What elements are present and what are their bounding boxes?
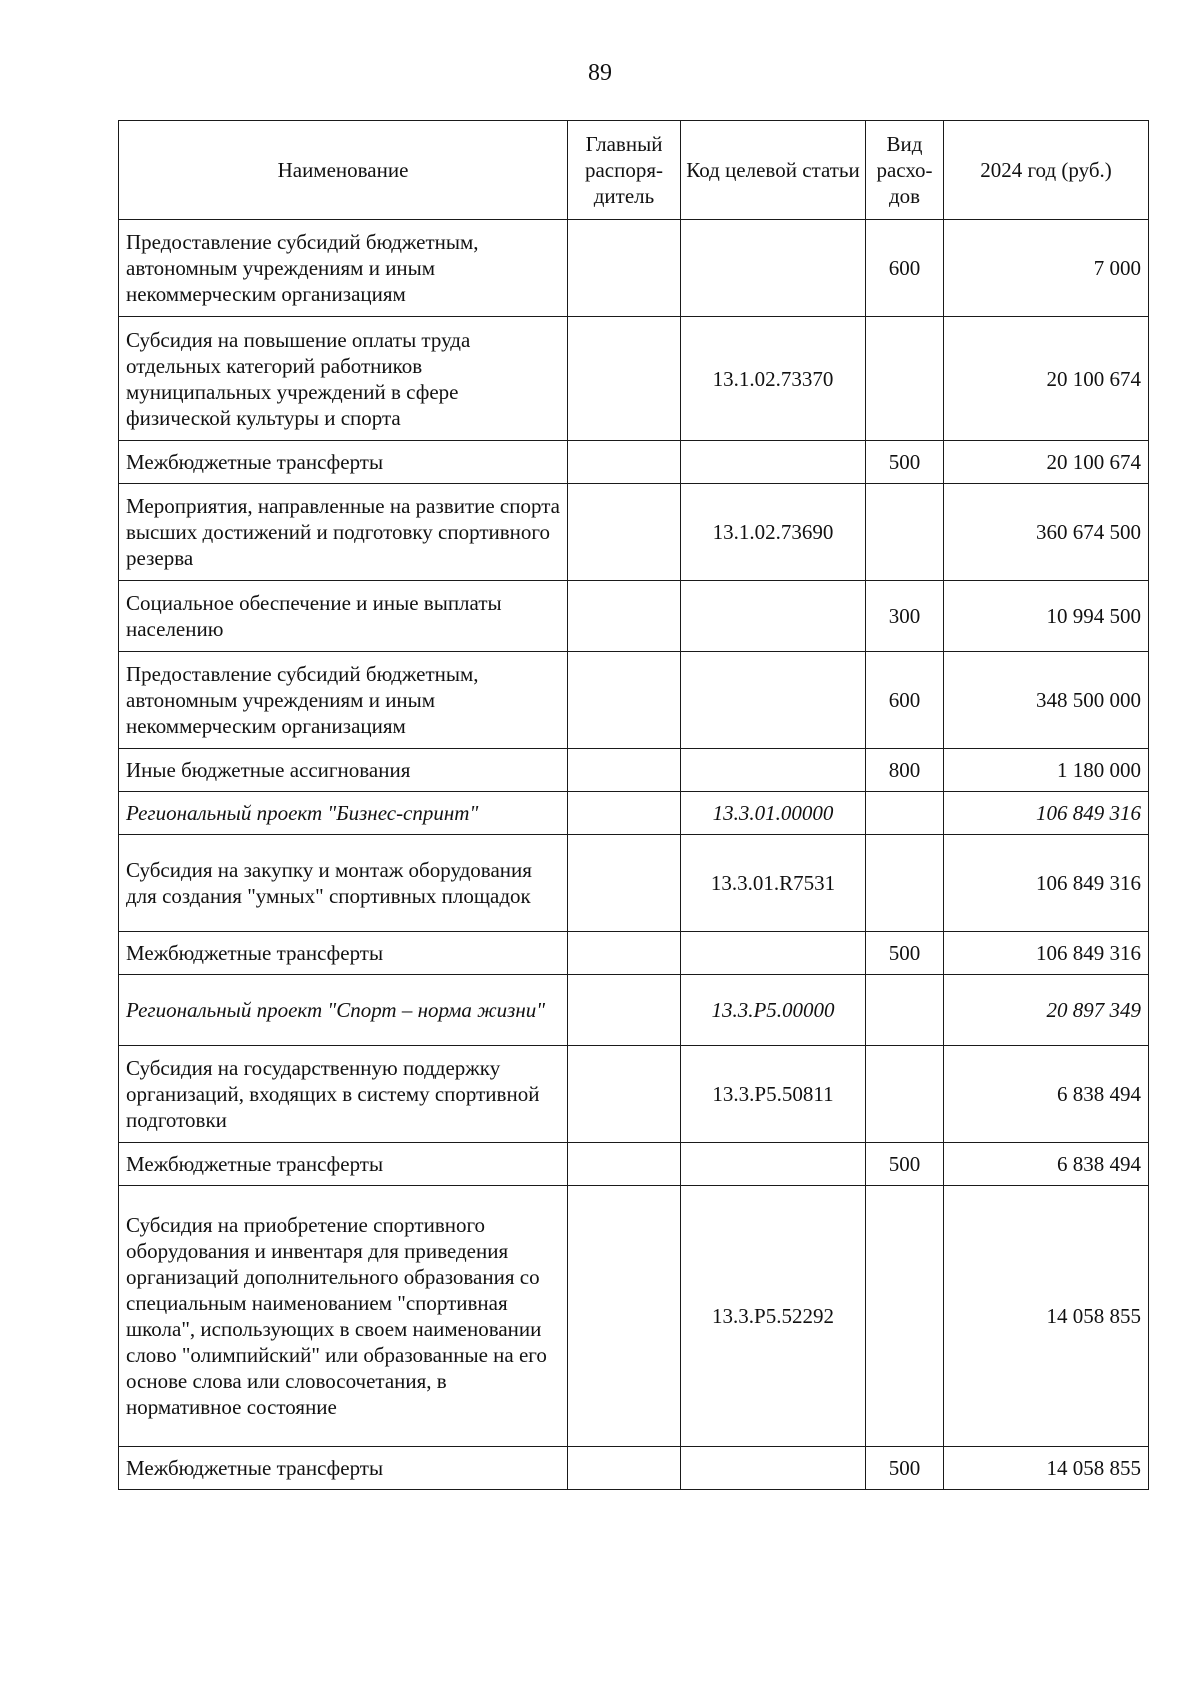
cell-admin bbox=[568, 1143, 681, 1186]
cell-amount: 10 994 500 bbox=[944, 581, 1149, 652]
cell-code bbox=[681, 220, 866, 317]
cell-code bbox=[681, 581, 866, 652]
cell-type: 800 bbox=[866, 749, 944, 792]
cell-code: 13.3.P5.52292 bbox=[681, 1186, 866, 1447]
cell-name: Иные бюджетные ассигнования bbox=[119, 749, 568, 792]
cell-amount: 14 058 855 bbox=[944, 1186, 1149, 1447]
cell-admin bbox=[568, 749, 681, 792]
cell-admin bbox=[568, 792, 681, 835]
cell-amount: 20 897 349 bbox=[944, 975, 1149, 1046]
cell-amount: 6 838 494 bbox=[944, 1143, 1149, 1186]
table-row bbox=[119, 652, 1149, 749]
cell-name: Региональный проект "Спорт – норма жизни" bbox=[119, 975, 568, 1046]
table-row bbox=[119, 932, 1149, 975]
table-row bbox=[119, 581, 1149, 652]
header-amount: 2024 год (руб.) bbox=[944, 121, 1149, 220]
table-row bbox=[119, 975, 1149, 1046]
cell-amount: 106 849 316 bbox=[944, 932, 1149, 975]
cell-type: 500 bbox=[866, 1447, 944, 1490]
table-row bbox=[119, 1447, 1149, 1490]
table-row bbox=[119, 1143, 1149, 1186]
header-name: Наименование bbox=[119, 121, 568, 220]
table-row bbox=[119, 220, 1149, 317]
cell-admin bbox=[568, 652, 681, 749]
table-row bbox=[119, 484, 1149, 581]
table-row bbox=[119, 317, 1149, 441]
cell-name: Субсидия на повышение оплаты труда отдельных категорий работников муниципальных учреждений в сфере физической культуры и спорта bbox=[119, 317, 568, 441]
cell-amount: 106 849 316 bbox=[944, 835, 1149, 932]
table-row bbox=[119, 1186, 1149, 1447]
cell-type: 500 bbox=[866, 441, 944, 484]
cell-code bbox=[681, 652, 866, 749]
cell-name: Предоставление субсидий бюджетным, автономным учреждениям и иным некоммерческим организациям bbox=[119, 652, 568, 749]
budget-table bbox=[118, 120, 1149, 1490]
cell-code bbox=[681, 441, 866, 484]
cell-code: 13.1.02.73370 bbox=[681, 317, 866, 441]
cell-type: 500 bbox=[866, 1143, 944, 1186]
cell-type: 600 bbox=[866, 220, 944, 317]
cell-name: Межбюджетные трансферты bbox=[119, 1143, 568, 1186]
cell-amount: 348 500 000 bbox=[944, 652, 1149, 749]
cell-admin bbox=[568, 1447, 681, 1490]
cell-name: Межбюджетные трансферты bbox=[119, 1447, 568, 1490]
cell-name: Субсидия на приобретение спортивного оборудования и инвентаря для приведения организаций дополнительного образования со специальным наименованием "спортивная школа", использующих в своем наименовании слово "олимпийский" или образованные на его основе слова или словосочетания, в нормативное состояние bbox=[119, 1186, 568, 1447]
header-code: Код целевой статьи bbox=[681, 121, 866, 220]
cell-name: Межбюджетные трансферты bbox=[119, 441, 568, 484]
cell-type bbox=[866, 1046, 944, 1143]
cell-name: Предоставление субсидий бюджетным, автономным учреждениям и иным некоммерческим организациям bbox=[119, 220, 568, 317]
cell-admin bbox=[568, 1046, 681, 1143]
table-header-row bbox=[119, 121, 1149, 220]
cell-amount: 360 674 500 bbox=[944, 484, 1149, 581]
cell-amount: 14 058 855 bbox=[944, 1447, 1149, 1490]
cell-name: Межбюджетные трансферты bbox=[119, 932, 568, 975]
cell-name: Социальное обеспечение и иные выплаты населению bbox=[119, 581, 568, 652]
cell-code: 13.3.01.00000 bbox=[681, 792, 866, 835]
cell-code bbox=[681, 932, 866, 975]
page-number: 89 bbox=[588, 60, 612, 86]
cell-code bbox=[681, 1447, 866, 1490]
cell-admin bbox=[568, 975, 681, 1046]
cell-name: Субсидия на государственную поддержку организаций, входящих в систему спортивной подготовки bbox=[119, 1046, 568, 1143]
cell-code: 13.1.02.73690 bbox=[681, 484, 866, 581]
cell-amount: 7 000 bbox=[944, 220, 1149, 317]
cell-code bbox=[681, 1143, 866, 1186]
table-row bbox=[119, 1046, 1149, 1143]
cell-type: 300 bbox=[866, 581, 944, 652]
cell-code: 13.3.01.R7531 bbox=[681, 835, 866, 932]
header-admin: Главный распоря-дитель bbox=[568, 121, 681, 220]
table-body bbox=[119, 220, 1149, 1490]
cell-code: 13.3.P5.00000 bbox=[681, 975, 866, 1046]
cell-type bbox=[866, 975, 944, 1046]
cell-name: Региональный проект "Бизнес-спринт" bbox=[119, 792, 568, 835]
table-row bbox=[119, 749, 1149, 792]
cell-type bbox=[866, 484, 944, 581]
cell-name: Мероприятия, направленные на развитие спорта высших достижений и подготовку спортивного резерва bbox=[119, 484, 568, 581]
table-row bbox=[119, 835, 1149, 932]
cell-type bbox=[866, 792, 944, 835]
cell-admin bbox=[568, 1186, 681, 1447]
table-row bbox=[119, 441, 1149, 484]
cell-amount: 20 100 674 bbox=[944, 317, 1149, 441]
cell-code: 13.3.P5.50811 bbox=[681, 1046, 866, 1143]
cell-name: Субсидия на закупку и монтаж оборудования для создания "умных" спортивных площадок bbox=[119, 835, 568, 932]
cell-admin bbox=[568, 484, 681, 581]
cell-type bbox=[866, 835, 944, 932]
cell-admin bbox=[568, 932, 681, 975]
cell-amount: 1 180 000 bbox=[944, 749, 1149, 792]
cell-amount: 20 100 674 bbox=[944, 441, 1149, 484]
cell-amount: 106 849 316 bbox=[944, 792, 1149, 835]
cell-amount: 6 838 494 bbox=[944, 1046, 1149, 1143]
cell-admin bbox=[568, 581, 681, 652]
cell-type: 500 bbox=[866, 932, 944, 975]
cell-admin bbox=[568, 441, 681, 484]
header-type: Вид расхо-дов bbox=[866, 121, 944, 220]
cell-type bbox=[866, 317, 944, 441]
cell-code bbox=[681, 749, 866, 792]
cell-admin bbox=[568, 317, 681, 441]
table-row bbox=[119, 792, 1149, 835]
cell-admin bbox=[568, 220, 681, 317]
cell-admin bbox=[568, 835, 681, 932]
cell-type bbox=[866, 1186, 944, 1447]
cell-type: 600 bbox=[866, 652, 944, 749]
